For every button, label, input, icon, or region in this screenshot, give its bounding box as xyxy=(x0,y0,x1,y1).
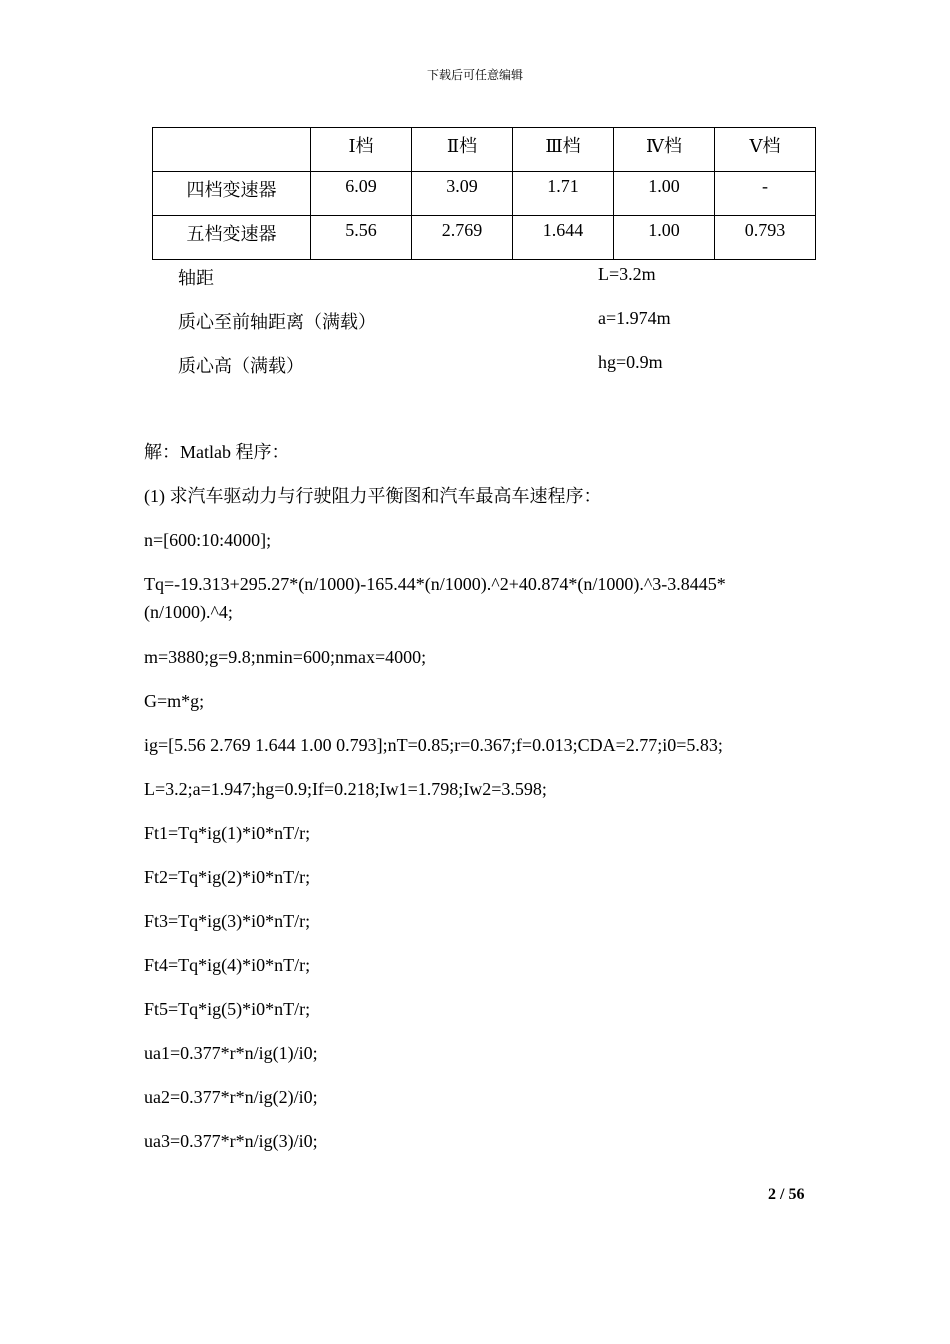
page-header: 下载后可任意编辑 xyxy=(426,68,523,82)
code-line: L=3.2;a=1.947;hg=0.9;If=0.218;Iw1=1.798;Iw2=3.598; xyxy=(144,779,547,799)
page-number: 2 / 56 xyxy=(768,1186,805,1203)
table-cell: 6.09 xyxy=(311,172,412,216)
gear-ratio-table xyxy=(152,127,816,260)
code-line: Ft4=Tq*ig(4)*i0*nT/r; xyxy=(144,955,311,975)
code-line: Ft3=Tq*ig(3)*i0*nT/r; xyxy=(144,911,311,931)
table-cell: 2.769 xyxy=(412,216,513,260)
body-line: 解：Matlab 程序： xyxy=(144,442,290,462)
spec-label: 质心高（满载） xyxy=(178,356,304,376)
code-line: ig=[5.56 2.769 1.644 1.00 0.793];nT=0.85;r=0.367;f=0.013;CDA=2.77;i0=5.83; xyxy=(144,735,723,755)
code-line: G=m*g; xyxy=(144,691,205,711)
table-row xyxy=(153,172,816,216)
table-cell: 1.00 xyxy=(614,172,715,216)
table-cell: 四档变速器 xyxy=(153,172,311,216)
table-header-cell: Ⅲ档 xyxy=(513,128,614,172)
code-line: Ft1=Tq*ig(1)*i0*nT/r; xyxy=(144,823,311,843)
table-cell: 0.793 xyxy=(715,216,816,260)
table-cell: 五档变速器 xyxy=(153,216,311,260)
code-line: n=[600:10:4000]; xyxy=(144,530,272,550)
table-cell: 1.644 xyxy=(513,216,614,260)
table-header-cell xyxy=(153,128,311,172)
code-line: ua1=0.377*r*n/ig(1)/i0; xyxy=(144,1043,318,1063)
code-line: ua2=0.377*r*n/ig(2)/i0; xyxy=(144,1087,318,1107)
table-cell: 1.71 xyxy=(513,172,614,216)
spec-value: L=3.2m xyxy=(598,264,656,284)
table-header-row xyxy=(153,128,816,172)
table-cell: 3.09 xyxy=(412,172,513,216)
code-line: Ft5=Tq*ig(5)*i0*nT/r; xyxy=(144,999,311,1019)
code-line: ua3=0.377*r*n/ig(3)/i0; xyxy=(144,1131,318,1151)
table-cell: - xyxy=(715,172,816,216)
code-line: Ft2=Tq*ig(2)*i0*nT/r; xyxy=(144,867,311,887)
table-header-cell: Ⅴ档 xyxy=(715,128,816,172)
table-header-cell: Ⅳ档 xyxy=(614,128,715,172)
table-header-cell: Ⅰ档 xyxy=(311,128,412,172)
table-header-cell: Ⅱ档 xyxy=(412,128,513,172)
table-cell: 5.56 xyxy=(311,216,412,260)
spec-label: 轴距 xyxy=(178,268,214,288)
body-line: (1) 求汽车驱动力与行驶阻力平衡图和汽车最高车速程序： xyxy=(144,486,602,506)
table-row xyxy=(153,216,816,260)
spec-label: 质心至前轴距离（满载） xyxy=(178,312,376,332)
code-line: Tq=-19.313+295.27*(n/1000)-165.44*(n/1000).^2+40.874*(n/1000).^3-3.8445*(n/1000).^4; xyxy=(144,574,726,622)
code-line: m=3880;g=9.8;nmin=600;nmax=4000; xyxy=(144,647,427,667)
table-cell: 1.00 xyxy=(614,216,715,260)
spec-value: hg=0.9m xyxy=(598,352,663,372)
spec-value: a=1.974m xyxy=(598,308,671,328)
